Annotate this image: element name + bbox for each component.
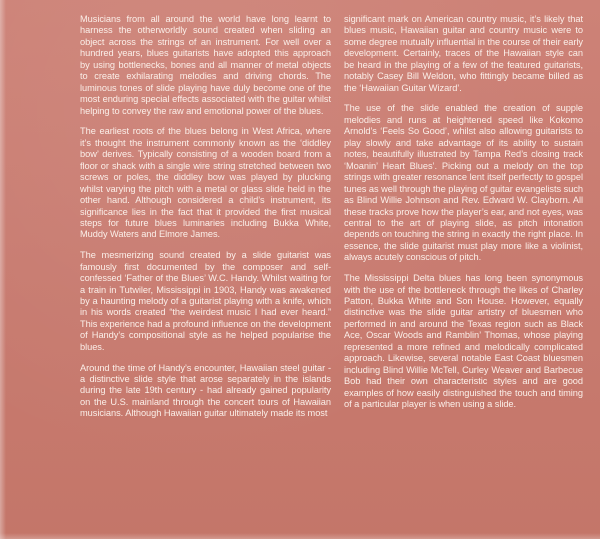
paragraph-intro: Musicians from all around the world have long learnt to harness the otherworldly sound created when sliding an object across the strings of an instrument. For well over a hundred years, blues guitarists have adopted this approach by using bottlenecks, bones and all manner of metal objects to create exhilarating melodies and driving chords. The luminous tones of slide playing have duly become one of the most enduring special effects associated with the guitar whilst helping to convey the raw and emotional power of the blues. xyxy=(80,14,331,116)
paragraph-country-influence: significant mark on American country music, it’s likely that blues music, Hawaiian guitar and country music were to some degree mutually influential in the course of their early development. Certainly, traces of the Hawaiian style can be heard in the playing of a few of the featured guitarists, notably Casey Bill Weldon, who fittingly became billed as the ‘Hawaiian Guitar Wizard’. xyxy=(344,14,583,93)
right-text-column xyxy=(344,14,583,420)
paragraph-delta-blues: The Mississippi Delta blues has long been synonymous with the use of the bottleneck through the likes of Charley Patton, Bukka White and Son House. However, equally distinctive was the slide guitar artistry of bluesmen who performed in and around the Texas region such as Black Ace, Oscar Woods and Ramblin’ Thomas, whose playing represented a more refined and melodically complicated approach. Likewise, several notable East Coast bluesmen including Blind Willie McTell, Curley Weaver and Barbecue Bob had their own characteristic styles and are good examples of how easily distinguished the touch and timing of a particular player is when using a slide. xyxy=(344,273,583,410)
left-text-column xyxy=(80,14,331,429)
paragraph-wc-handy: The mesmerizing sound created by a slide guitarist was famously first documented by the composer and self-confessed ‘Father of the Blues’ W.C. Handy. Whilst waiting for a train in Tutwiler, Mississippi in 1903, Handy was awakened by a haunting melody of a guitarist playing with a knife, which in his words created “the weirdest music I had ever heard.” This experience had a profound influence on the development of Handy’s compositional style as he helped popularise the blues. xyxy=(80,250,331,352)
paragraph-slide-technique: The use of the slide enabled the creation of supple melodies and runs at heightened speed like Kokomo Arnold’s ‘Feels So Good’, whilst also allowing guitarists to play slowly and take advantage of its ability to sustain notes, beautifully illustrated by Tampa Red’s closing track ‘Moanin’ Heart Blues’. Picking out a melody on the top strings with greater resonance lent itself perfectly to gospel tunes as well through the playing of guitar evangelists such as Blind Willie Johnson and Rev. Edward W. Clayborn. All these tracks prove how the player’s ear, and not eyes, was central to the art of playing slide, as pitch intonation depends on touching the string in exactly the right place. In essence, the slide guitarist must play more like a violinist, always acutely conscious of pitch. xyxy=(344,103,583,263)
paragraph-west-africa: The earliest roots of the blues belong in West Africa, where it’s thought the instrument commonly known as the ‘diddley bow’ derives. Typically consisting of a wooden board from a floor or shack with a single wire string stretched between two screws or poles, the diddley bow was played by plucking whilst varying the pitch with a metal or glass slide held in the other hand. Although considered a child’s instrument, its significance lies in the fact that it provided the first musical steps for future blues luminaries including Bukka White, Muddy Waters and Elmore James. xyxy=(80,126,331,240)
paragraph-hawaiian-steel: Around the time of Handy’s encounter, Hawaiian steel guitar - a distinctive slide style that arose separately in the islands during the late 19th century - had already gained popularity on the U.S. mainland through the concert tours of Hawaiian musicians. Although Hawaiian guitar ultimately made its most xyxy=(80,362,331,419)
